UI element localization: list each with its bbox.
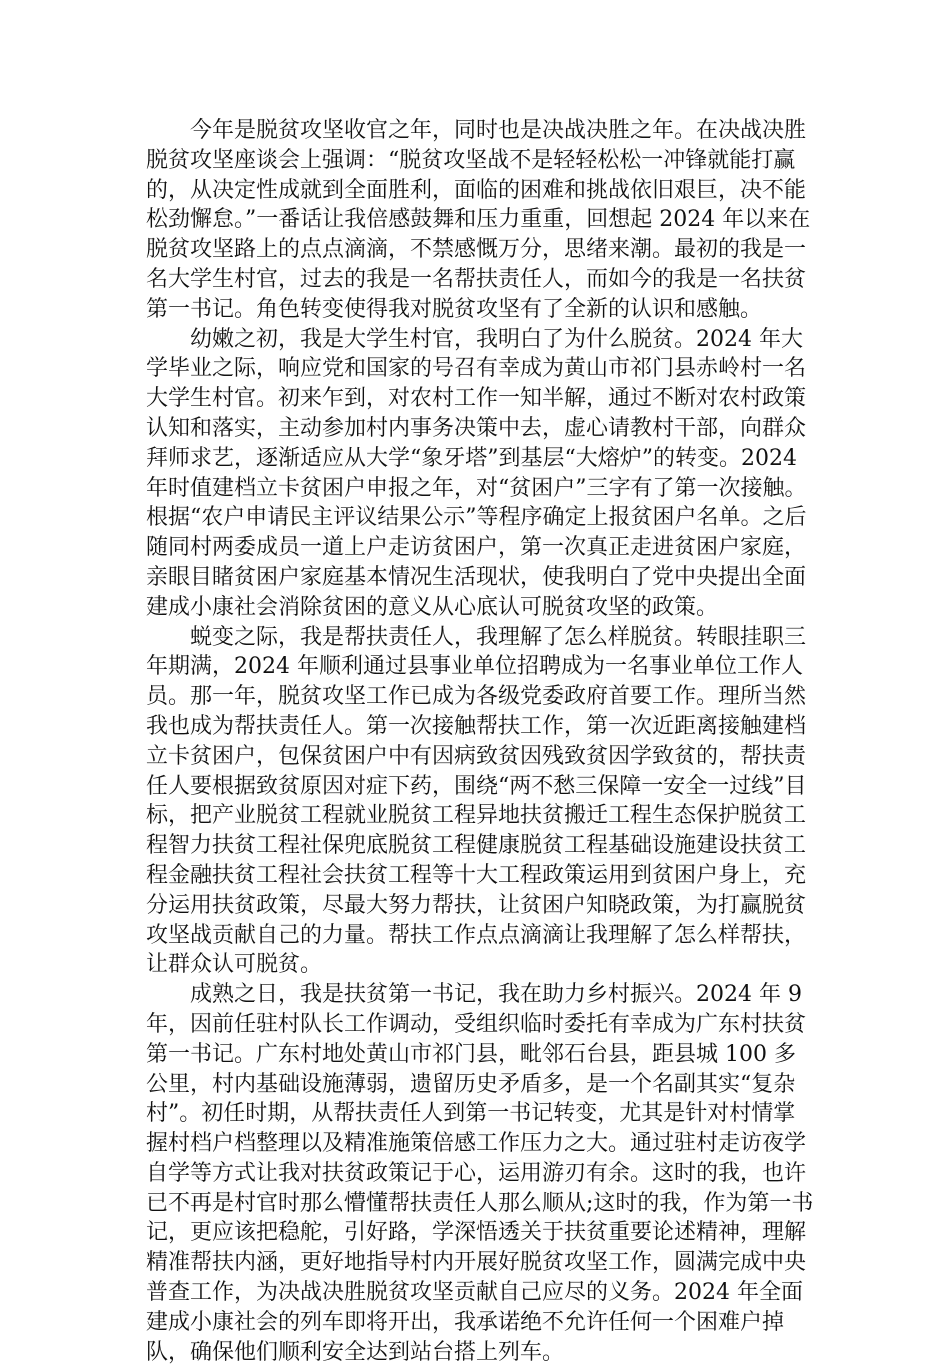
- paragraph-3: 蜕变之际，我是帮扶责任人，我理解了怎么样脱贫。转眼挂职三年期满，2024 年顺利通过县事业单位招聘成为一名事业单位工作人员。那一年，脱贫攻坚工作已成为各级党委政府首要工作。理所当然我也成为帮扶责任人。第一次接触帮扶工作，第一次近距离接触建档立卡贫困户，包保贫困户中有因病致贫因残致贫因学致贫的，帮扶责任人要根据致贫原因对症下药，围绕“两不愁三保障一安全一过线”目标，把产业脱贫工程就业脱贫工程异地扶贫搬迁工程生态保护脱贫工程智力扶贫工程社保兜底脱贫工程健康脱贫工程基础设施建设扶贫工程金融扶贫工程社会扶贫工程等十大工程政策运用到贫困户身上，充分运用扶贫政策，尽最大努力帮扶，让贫困户知晓政策，为打赢脱贫攻坚战贡献自己的力量。帮扶工作点点滴滴让我理解了怎么样帮扶，让群众认可脱贫。: [146, 624, 807, 978]
- paragraph-4: 成熟之日，我是扶贫第一书记，我在助力乡村振兴。2024 年 9 年，因前任驻村队长工作调动，受组织临时委托有幸成为广东村扶贫第一书记。广东村地处黄山市祁门县，毗邻石台县，距县城 100 多公里，村内基础设施薄弱，遗留历史矛盾多，是一个名副其实“复杂村”。初任时期，从帮扶责任人到第一书记转变，尤其是针对村情掌握村档户档整理以及精准施策倍感工作压力之大。通过驻村走访夜学自学等方式让我对扶贫政策记于心，运用游刃有余。这时的我，也许已不再是村官时那么懵懂帮扶责任人那么顺从;这时的我，作为第一书记，更应该把稳舵，引好路，学深悟透关于扶贫重要论述精神，理解精准帮扶内涵，更好地指导村内开展好脱贫攻坚工作，圆满完成中央普查工作，为决战决胜脱贫攻坚贡献自己应尽的义务。2024 年全面建成小康社会的列车即将开出，我承诺绝不允许任何一个困难户掉队，确保他们顺利安全达到站台搭上列车。: [146, 982, 814, 1365]
- paragraph-1: 今年是脱贫攻坚收官之年，同时也是决战决胜之年。在决战决胜脱贫攻坚座谈会上强调：“脱贫攻坚战不是轻轻松松一冲锋就能打赢的，从决定性成就到全面胜利，面临的困难和挑战依旧艰巨，决不能松劲懈怠。”一番话让我倍感鼓舞和压力重重，回想起 2024 年以来在脱贫攻坚路上的点点滴滴，不禁感慨万分，思绪来潮。最初的我是一名大学生村官，过去的我是一名帮扶责任人，而如今的我是一名扶贫第一书记。角色转变使得我对脱贫攻坚有了全新的认识和感触。: [146, 118, 811, 322]
- paragraph-2: 幼嫩之初，我是大学生村官，我明白了为什么脱贫。2024 年大学毕业之际，响应党和国家的号召有幸成为黄山市祁门县赤岭村一名大学生村官。初来乍到，对农村工作一知半解，通过不断对农村政策认知和落实，主动参加村内事务决策中去，虚心请教村干部，向群众拜师求艺，逐渐适应从大学“象牙塔”到基层“大熔炉”的转变。2024 年时值建档立卡贫困户申报之年，对“贫困户”三字有了第一次接触。根据“农户申请民主评议结果公示”等程序确定上报贫困户名单。之后随同村两委成员一道上户走访贫困户，第一次真正走进贫困户家庭，亲眼目睹贫困户家庭基本情况生活现状，使我明白了党中央提出全面建成小康社会消除贫困的意义从心底认可脱贫攻坚的政策。: [146, 326, 807, 620]
- document-body: [146, 116, 814, 1367]
